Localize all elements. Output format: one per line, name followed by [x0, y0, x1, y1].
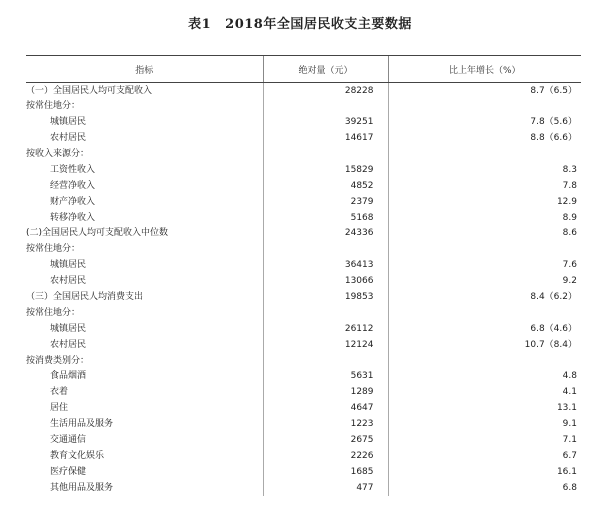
row-growth-value: 7.8（5.6） — [388, 114, 581, 130]
table-row — [26, 114, 581, 130]
row-absolute-value: 13066 — [263, 273, 388, 289]
row-label: （一）全国居民人均可支配收入 — [26, 85, 153, 96]
row-growth-value: 8.4（6.2） — [388, 289, 581, 305]
row-absolute-value: 36413 — [263, 257, 388, 273]
row-absolute-value: 5168 — [263, 210, 388, 226]
table-row — [26, 98, 581, 114]
table-row — [26, 162, 581, 178]
row-absolute-value — [263, 241, 388, 257]
table-row — [26, 130, 581, 146]
table-row — [26, 146, 581, 162]
table-row — [26, 480, 581, 496]
table-row — [26, 369, 581, 385]
row-absolute-value: 14617 — [263, 130, 388, 146]
row-label: 按常住地分： — [26, 307, 81, 318]
table-row — [26, 83, 581, 99]
row-label: 城镇居民 — [50, 260, 87, 271]
table-row — [26, 305, 581, 321]
table-row — [26, 432, 581, 448]
table-row — [26, 273, 581, 289]
row-label: 衣着 — [50, 387, 69, 398]
row-growth-value: 4.8 — [388, 369, 581, 385]
row-growth-value: 7.6 — [388, 257, 581, 273]
row-label: 按常住地分： — [26, 244, 81, 255]
table-title — [0, 13, 600, 32]
row-absolute-value — [263, 305, 388, 321]
row-label: 转移净收入 — [50, 212, 96, 223]
row-growth-value: 8.9 — [388, 210, 581, 226]
row-absolute-value: 12124 — [263, 337, 388, 353]
header-indicator: 指标 — [26, 56, 263, 83]
table-row — [26, 194, 581, 210]
table-body — [26, 83, 581, 496]
table-row — [26, 210, 581, 226]
table-number: 表1 — [188, 17, 212, 32]
table-row — [26, 241, 581, 257]
row-absolute-value: 39251 — [263, 114, 388, 130]
row-growth-value — [388, 353, 581, 369]
row-absolute-value: 1289 — [263, 384, 388, 400]
row-absolute-value: 477 — [263, 480, 388, 496]
row-growth-value: 8.3 — [388, 162, 581, 178]
table-row — [26, 178, 581, 194]
header-row — [26, 56, 581, 83]
row-label: 交通通信 — [50, 435, 87, 446]
row-absolute-value: 1685 — [263, 464, 388, 480]
table-row — [26, 353, 581, 369]
row-label: 按常住地分： — [26, 101, 81, 112]
row-label: 财产净收入 — [50, 196, 96, 207]
row-absolute-value: 2675 — [263, 432, 388, 448]
row-label: （三）全国居民人均消费支出 — [26, 292, 144, 303]
row-label: (二)全国居民人均可支配收入中位数 — [26, 228, 169, 239]
table-row — [26, 289, 581, 305]
row-growth-value: 8.7（6.5） — [388, 83, 581, 99]
row-label: 医疗保健 — [50, 466, 87, 477]
row-label: 按消费类别分： — [26, 355, 90, 366]
row-growth-value — [388, 98, 581, 114]
table-row — [26, 257, 581, 273]
row-growth-value: 16.1 — [388, 464, 581, 480]
row-growth-value: 12.9 — [388, 194, 581, 210]
row-absolute-value: 26112 — [263, 321, 388, 337]
row-growth-value — [388, 305, 581, 321]
row-absolute-value: 19853 — [263, 289, 388, 305]
row-growth-value: 13.1 — [388, 400, 581, 416]
row-absolute-value: 2379 — [263, 194, 388, 210]
table-row — [26, 337, 581, 353]
row-absolute-value: 1223 — [263, 416, 388, 432]
row-growth-value: 8.6 — [388, 226, 581, 242]
table-row — [26, 400, 581, 416]
row-label: 食品烟酒 — [50, 371, 87, 382]
row-growth-value: 6.7 — [388, 448, 581, 464]
table-title-text: 2018年全国居民收支主要数据 — [225, 17, 412, 32]
row-growth-value: 9.1 — [388, 416, 581, 432]
row-absolute-value: 15829 — [263, 162, 388, 178]
row-growth-value: 8.8（6.6） — [388, 130, 581, 146]
row-absolute-value — [263, 353, 388, 369]
row-absolute-value: 5631 — [263, 369, 388, 385]
row-growth-value: 6.8（4.6） — [388, 321, 581, 337]
row-label: 按收入来源分： — [26, 149, 90, 159]
table-row — [26, 464, 581, 480]
row-absolute-value: 28228 — [263, 83, 388, 99]
row-absolute-value: 2226 — [263, 448, 388, 464]
table-row — [26, 226, 581, 242]
row-label: 工资性收入 — [50, 164, 96, 175]
row-growth-value: 7.8 — [388, 178, 581, 194]
row-absolute-value: 4852 — [263, 178, 388, 194]
row-growth-value: 4.1 — [388, 384, 581, 400]
row-label: 生活用品及服务 — [50, 419, 114, 430]
table-row — [26, 384, 581, 400]
header-absolute: 绝对量（元） — [263, 56, 388, 83]
table-row — [26, 321, 581, 337]
row-growth-value: 9.2 — [388, 273, 581, 289]
row-label: 其他用品及服务 — [50, 482, 114, 493]
row-absolute-value: 24336 — [263, 226, 388, 242]
table-row — [26, 448, 581, 464]
row-growth-value: 7.1 — [388, 432, 581, 448]
row-growth-value — [388, 146, 581, 162]
row-label: 教育文化娱乐 — [50, 450, 105, 461]
header-growth: 比上年增长（%） — [388, 56, 581, 83]
row-label: 农村居民 — [50, 276, 87, 287]
row-label: 农村居民 — [50, 133, 87, 144]
row-absolute-value — [263, 98, 388, 114]
row-label: 城镇居民 — [50, 117, 87, 128]
row-growth-value: 10.7（8.4） — [388, 337, 581, 353]
row-label: 居住 — [50, 403, 69, 414]
row-absolute-value: 4647 — [263, 400, 388, 416]
row-growth-value — [388, 241, 581, 257]
income-expenditure-table — [26, 55, 581, 496]
row-label: 农村居民 — [50, 339, 87, 350]
row-growth-value: 6.8 — [388, 480, 581, 496]
row-label: 经营净收入 — [50, 180, 96, 191]
row-label: 城镇居民 — [50, 323, 87, 334]
table-row — [26, 416, 581, 432]
row-absolute-value — [263, 146, 388, 162]
